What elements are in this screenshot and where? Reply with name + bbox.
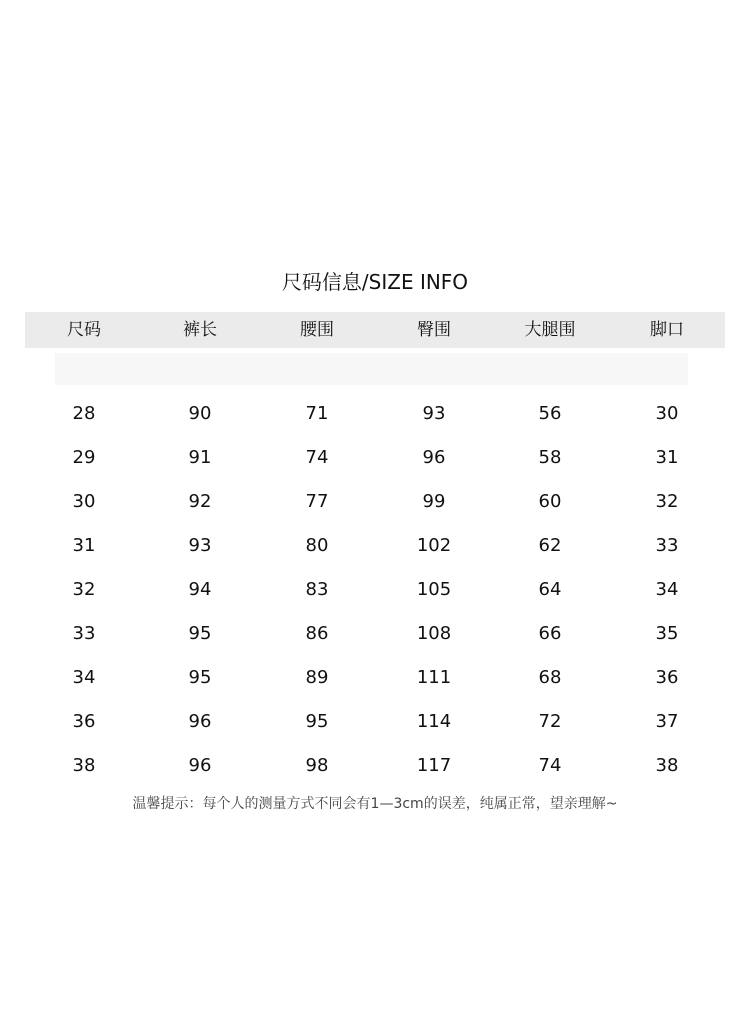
- table-cell-waist: 86: [305, 623, 329, 644]
- table-cell-thigh: 72: [538, 711, 562, 732]
- table-cell-leg-opening: 34: [655, 579, 679, 600]
- table-cell-leg-opening: 36: [655, 667, 679, 688]
- table-cell-thigh: 66: [538, 623, 562, 644]
- table-cell-length: 90: [188, 403, 212, 424]
- table-cell-length: 91: [188, 447, 212, 468]
- table-cell-size: 29: [72, 447, 96, 468]
- table-cell-waist: 89: [305, 667, 329, 688]
- table-cell-leg-opening: 31: [655, 447, 679, 468]
- header-length: 裤长: [183, 320, 217, 340]
- table-cell-leg-opening: 37: [655, 711, 679, 732]
- table-cell-leg-opening: 38: [655, 755, 679, 776]
- header-hip: 臀围: [417, 320, 451, 340]
- header-thigh: 大腿围: [524, 320, 576, 340]
- table-cell-hip: 105: [416, 579, 452, 600]
- table-cell-size: 30: [72, 491, 96, 512]
- table-subheader-band: [55, 353, 688, 385]
- table-cell-size: 31: [72, 535, 96, 556]
- table-cell-waist: 74: [305, 447, 329, 468]
- table-cell-size: 33: [72, 623, 96, 644]
- table-cell-waist: 71: [305, 403, 329, 424]
- table-cell-waist: 77: [305, 491, 329, 512]
- table-cell-waist: 95: [305, 711, 329, 732]
- table-cell-waist: 80: [305, 535, 329, 556]
- table-cell-length: 96: [188, 711, 212, 732]
- table-cell-thigh: 74: [538, 755, 562, 776]
- measurement-note: 温馨提示：每个人的测量方式不同会有1—3cm的误差，纯属正常，望亲理解~: [132, 796, 618, 812]
- table-cell-length: 94: [188, 579, 212, 600]
- table-cell-leg-opening: 33: [655, 535, 679, 556]
- table-cell-thigh: 56: [538, 403, 562, 424]
- table-cell-size: 32: [72, 579, 96, 600]
- table-cell-hip: 102: [416, 535, 452, 556]
- table-cell-size: 38: [72, 755, 96, 776]
- table-cell-hip: 108: [416, 623, 452, 644]
- table-cell-waist: 98: [305, 755, 329, 776]
- table-cell-hip: 99: [422, 491, 446, 512]
- table-cell-length: 93: [188, 535, 212, 556]
- table-cell-leg-opening: 32: [655, 491, 679, 512]
- table-cell-hip: 96: [422, 447, 446, 468]
- table-cell-length: 96: [188, 755, 212, 776]
- table-cell-leg-opening: 35: [655, 623, 679, 644]
- table-cell-length: 95: [188, 667, 212, 688]
- size-chart-title: 尺码信息/SIZE INFO: [281, 270, 469, 294]
- header-leg-opening: 脚口: [650, 320, 684, 340]
- table-cell-thigh: 60: [538, 491, 562, 512]
- header-waist: 腰围: [300, 320, 334, 340]
- table-cell-length: 92: [188, 491, 212, 512]
- table-cell-hip: 117: [416, 755, 452, 776]
- table-cell-thigh: 62: [538, 535, 562, 556]
- table-cell-hip: 93: [422, 403, 446, 424]
- table-cell-thigh: 64: [538, 579, 562, 600]
- table-cell-size: 34: [72, 667, 96, 688]
- table-cell-hip: 111: [416, 667, 452, 688]
- header-size: 尺码: [67, 320, 101, 340]
- table-cell-length: 95: [188, 623, 212, 644]
- table-cell-waist: 83: [305, 579, 329, 600]
- table-cell-leg-opening: 30: [655, 403, 679, 424]
- table-cell-size: 28: [72, 403, 96, 424]
- table-cell-hip: 114: [416, 711, 452, 732]
- table-cell-thigh: 58: [538, 447, 562, 468]
- table-cell-size: 36: [72, 711, 96, 732]
- table-cell-thigh: 68: [538, 667, 562, 688]
